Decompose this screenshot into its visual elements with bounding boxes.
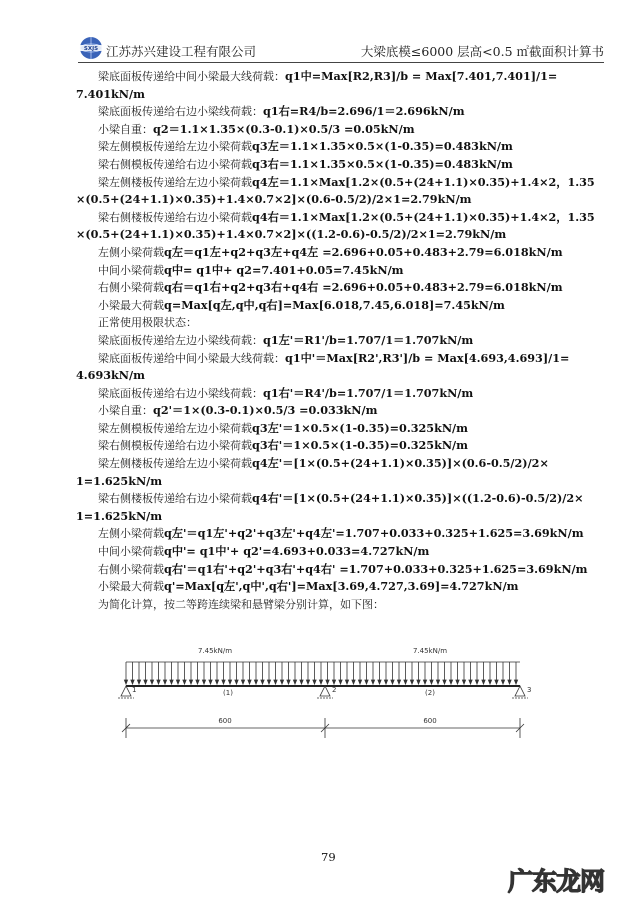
line-formula: q中'= q1中'+ q2'=4.693+0.033=4.727kN/m xyxy=(164,544,430,559)
text-line xyxy=(76,578,606,596)
text-line xyxy=(76,455,606,473)
text-line xyxy=(76,314,606,332)
line-formula: q中= q1中+ q2=7.401+0.05=7.45kN/m xyxy=(164,262,404,277)
line-formula: q左'＝q1左'+q2'+q3左'+q4左'=1.707+0.033+0.325+1.625=3.69kN/m xyxy=(164,526,584,541)
line-formula: q右＝q1右+q2+q3右+q4右 =2.696+0.05+0.483+2.79=6.018kN/m xyxy=(164,280,563,295)
line-label: 梁右侧楼板传递给右边小梁荷载 xyxy=(98,492,252,506)
text-line xyxy=(76,367,606,385)
support-2-icon xyxy=(317,686,336,698)
text-line xyxy=(76,226,606,244)
line-formula: 4.693kN/m xyxy=(76,368,145,383)
text-line xyxy=(76,103,606,121)
text-line xyxy=(76,332,606,350)
line-label: 左侧小梁荷载 xyxy=(98,527,164,541)
span-label-2: (2) xyxy=(425,689,435,697)
line-formula: q'=Max[q左',q中',q右']=Max[3.69,4.727,3.69]=4.727kN/m xyxy=(164,579,519,594)
line-formula: q1中'＝Max[R2',R3']/b = Max[4.693,4.693]/1= xyxy=(285,350,570,365)
text-line xyxy=(76,297,606,315)
beam-load-diagram xyxy=(110,640,550,740)
line-formula: q2'＝1×(0.3-0.1)×0.5/3 =0.033kN/m xyxy=(153,403,378,418)
text-line xyxy=(76,402,606,420)
dimension-span-2: 600 xyxy=(423,717,437,725)
line-label: 小梁自重： xyxy=(98,122,153,136)
line-formula: q4左'＝[1×(0.5+(24+1.1)×0.35)]×(0.6-0.5/2)/2× xyxy=(252,456,549,471)
load-label-span-2: 7.45kN/m xyxy=(412,647,448,655)
line-formula: q=Max[q左,q中,q右]=Max[6.018,7.45,6.018]=7.45kN/m xyxy=(164,297,505,312)
text-line xyxy=(76,543,606,561)
line-label: 梁底面板传递给左边小梁线荷载： xyxy=(98,333,263,347)
line-formula: q4右'＝[1×(0.5+(24+1.1)×0.35)]×((1.2-0.6)-0.5/2)/2× xyxy=(252,491,584,506)
load-label-span-1: 7.45kN/m xyxy=(197,647,233,655)
line-label: 梁底面板传递给中间小梁最大线荷载： xyxy=(98,351,285,365)
svg-text:2: 2 xyxy=(332,686,337,694)
line-label: 小梁自重： xyxy=(98,404,153,418)
text-line xyxy=(76,121,606,139)
line-label: 梁左侧模板传递给左边小梁荷载 xyxy=(98,421,252,435)
line-label: 梁左侧楼板传递给左边小梁荷载 xyxy=(98,175,252,189)
line-formula: q3左'＝1×0.5×(1-0.35)=0.325kN/m xyxy=(252,420,468,435)
line-label: 右侧小梁荷载 xyxy=(98,562,164,576)
text-line xyxy=(76,262,606,280)
text-line xyxy=(76,138,606,156)
line-label: 左侧小梁荷载 xyxy=(98,245,164,259)
svg-text:1: 1 xyxy=(132,686,137,694)
text-line xyxy=(76,596,606,614)
line-formula: q1右'＝R4'/b=1.707/1＝1.707kN/m xyxy=(263,385,474,400)
dimension-span-1: 600 xyxy=(218,717,232,725)
line-formula: 1=1.625kN/m xyxy=(76,473,163,488)
line-formula: q3左＝1.1×1.35×0.5×(1-0.35)=0.483kN/m xyxy=(252,139,513,154)
span-label-1: (1) xyxy=(223,689,233,697)
line-label: 中间小梁荷载 xyxy=(98,545,164,559)
calculation-body xyxy=(76,68,606,613)
line-label: 梁右侧模板传递给右边小梁荷载 xyxy=(98,157,252,171)
text-line xyxy=(76,525,606,543)
line-label: 梁底面板传递给中间小梁最大线荷载： xyxy=(98,70,285,83)
text-line xyxy=(76,156,606,174)
line-formula: q3右'＝1×0.5×(1-0.35)=0.325kN/m xyxy=(252,438,468,453)
text-line xyxy=(76,490,606,508)
support-1-icon xyxy=(118,686,136,698)
text-line xyxy=(76,86,606,104)
line-formula: q左＝q1左+q2+q3左+q4左 =2.696+0.05+0.483+2.79=6.018kN/m xyxy=(164,244,563,259)
text-line xyxy=(76,350,606,368)
line-label: 为简化计算，按二等跨连续梁和悬臂梁分别计算，如下图： xyxy=(98,597,384,611)
line-formula: q右'＝q1右'+q2'+q3右'+q4右' =1.707+0.033+0.325+1.625=3.69kN/m xyxy=(164,561,588,576)
svg-text:3: 3 xyxy=(527,686,532,694)
svg-text:SXJS: SXJS xyxy=(83,46,99,52)
text-line xyxy=(76,437,606,455)
line-label: 梁底面板传递给右边小梁线荷载： xyxy=(98,105,263,119)
distributed-load-arrows xyxy=(124,662,517,684)
line-formula: q4左＝1.1×Max[1.2×(0.5+(24+1.1)×0.35)+1.4×2，1.35 xyxy=(252,174,595,189)
line-formula: ×(0.5+(24+1.1)×0.35)+1.4×0.7×2]×(0.6-0.5/2)/2×1=2.79kN/m xyxy=(76,192,472,207)
header-divider xyxy=(78,62,604,63)
line-formula: q1左'＝R1'/b=1.707/1＝1.707kN/m xyxy=(263,332,474,347)
line-formula: q2＝1.1×1.35×(0.3-0.1)×0.5/3 =0.05kN/m xyxy=(153,121,415,136)
line-formula: q1中=Max[R2,R3]/b = Max[7.401,7.401]/1= xyxy=(285,69,558,83)
page-number: 79 xyxy=(321,850,336,864)
line-label: 小梁最大荷载 xyxy=(98,298,164,312)
line-label: 中间小梁荷载 xyxy=(98,263,164,277)
line-label: 梁左侧楼板传递给左边小梁荷载 xyxy=(98,457,252,471)
line-label: 梁底面板传递给右边小梁线荷载： xyxy=(98,386,263,400)
line-label: 梁左侧模板传递给左边小梁荷载 xyxy=(98,140,252,154)
line-label: 右侧小梁荷载 xyxy=(98,281,164,295)
line-label: 梁右侧楼板传递给右边小梁荷载 xyxy=(98,210,252,224)
line-formula: 7.401kN/m xyxy=(76,86,145,101)
text-line xyxy=(76,385,606,403)
company-name: 江苏苏兴建设工程有限公司 xyxy=(106,44,257,59)
line-formula: 1=1.625kN/m xyxy=(76,508,163,523)
text-line xyxy=(76,244,606,262)
text-line xyxy=(76,191,606,209)
text-line xyxy=(76,279,606,297)
text-line xyxy=(76,174,606,192)
watermark: 广东龙网 xyxy=(508,867,605,896)
line-label: 梁右侧模板传递给右边小梁荷载 xyxy=(98,439,252,453)
line-label: 小梁最大荷载 xyxy=(98,580,164,594)
text-line xyxy=(76,68,606,86)
line-formula: q4右＝1.1×Max[1.2×(0.5+(24+1.1)×0.35)+1.4×2，1.35 xyxy=(252,209,595,224)
line-formula: ×(0.5+(24+1.1)×0.35)+1.4×0.7×2]×((1.2-0.6)-0.5/2)/2×1=2.79kN/m xyxy=(76,227,507,242)
text-line xyxy=(76,420,606,438)
support-3-icon xyxy=(512,686,531,698)
company-logo-icon xyxy=(78,36,104,60)
document-title: 大梁底模≤6000 层高<0.5 ㎡截面积计算书 xyxy=(360,44,604,59)
text-line xyxy=(76,473,606,491)
line-formula: q1右=R4/b=2.696/1＝2.696kN/m xyxy=(263,104,465,119)
text-line xyxy=(76,561,606,579)
line-label: 正常使用极限状态： xyxy=(98,316,197,330)
text-line xyxy=(76,508,606,526)
text-line xyxy=(76,209,606,227)
line-formula: q3右＝1.1×1.35×0.5×(1-0.35)=0.483kN/m xyxy=(252,156,513,171)
